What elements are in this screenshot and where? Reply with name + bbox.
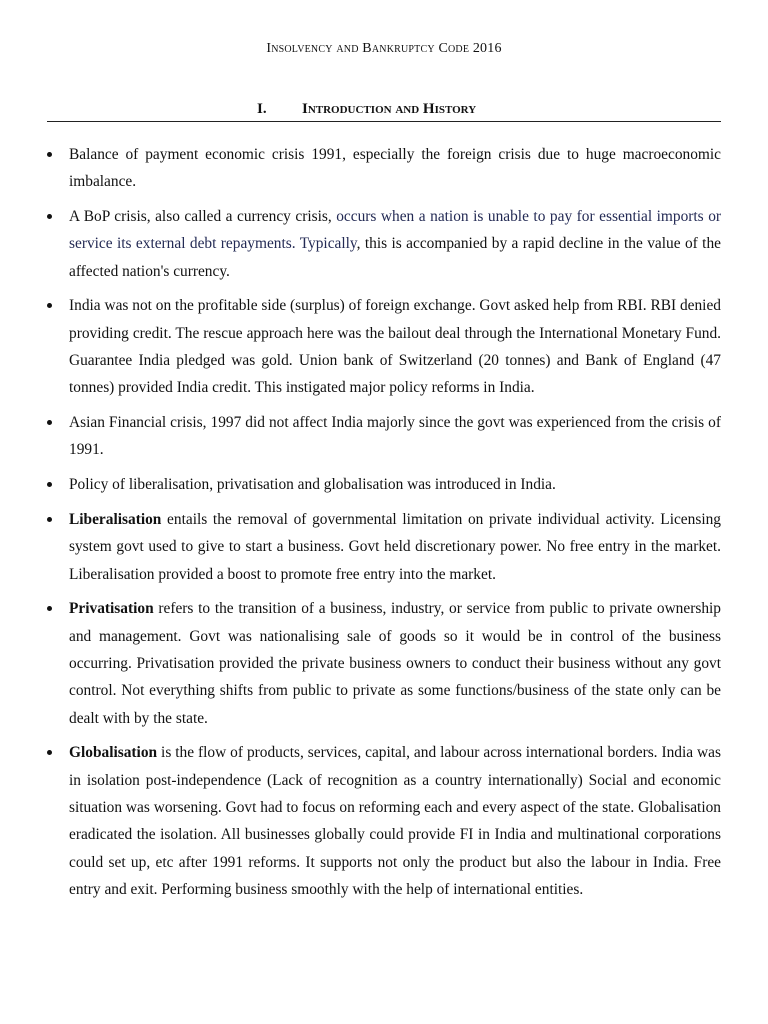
bullet-text: Policy of liberalisation, privatisation and globalisation was introduced in India. <box>69 476 556 494</box>
bullet-icon <box>47 517 52 522</box>
list-item <box>47 141 721 196</box>
bullet-text: A BoP crisis, also called a currency crisis, <box>69 208 337 226</box>
bullet-term: Liberalisation <box>69 511 162 529</box>
bullet-icon <box>47 420 52 425</box>
bullet-icon <box>47 606 52 611</box>
bullet-term: Privatisation <box>69 600 154 618</box>
bullet-text: refers to the transition of a business, industry, or service from public to private ownership and management. Govt was nationalising sale of goods so it would be in control of the business occurring. Privatisation provided the private business owners to conduct their business without any govt control. Not everything shifts from public to private as some functions/business of the state only can be dealt with by the state. <box>69 600 721 727</box>
bullet-text: entails the removal of governmental limitation on private individual activity. Licensing system govt used to give to start a business. Govt held discretionary power. No free entry in the market. Liberalisation provided a boost to promote free entry into the market. <box>69 511 721 583</box>
bullet-icon <box>47 750 52 755</box>
bullet-text-tail: , this is accompanied by a rapid decline in the value of the affected nation's currency. <box>69 235 721 280</box>
list-item <box>47 292 721 401</box>
list-item <box>47 595 721 731</box>
bullet-icon <box>47 214 52 219</box>
list-item <box>47 739 721 903</box>
section-heading <box>47 101 721 122</box>
list-item <box>47 409 721 464</box>
section-title: Introduction and History <box>302 101 477 117</box>
bullet-text: India was not on the profitable side (surplus) of foreign exchange. Govt asked help from RBI. RBI denied providing credit. The rescue approach here was the bailout deal through the International Monetary Fund. Guarantee India pledged was gold. Union bank of Switzerland (20 tonnes) and Bank of England (47 tonnes) provided India credit. This instigated major policy reforms in India. <box>69 297 721 397</box>
bullet-text: Balance of payment economic crisis 1991, especially the foreign crisis due to huge macroeconomic imbalance. <box>69 146 721 191</box>
bullet-icon <box>47 303 52 308</box>
bullet-term: Globalisation <box>69 744 158 762</box>
list-item <box>47 203 721 285</box>
bullet-icon <box>47 152 52 157</box>
bullet-icon <box>47 482 52 487</box>
list-item <box>47 506 721 588</box>
bullet-text: Asian Financial crisis, 1997 did not affect India majorly since the govt was experienced from the crisis of 1991. <box>69 414 721 459</box>
list-item <box>47 471 721 498</box>
document-title: Insolvency and Bankruptcy Code 2016 <box>266 41 502 56</box>
bullet-text: is the flow of products, services, capital, and labour across international borders. India was in isolation post-independence (Lack of recognition as a country internationally) Social and economic situation was worsening. Govt had to focus on reforming each and every aspect of the state. Globalisation eradicated the isolation. All businesses globally could provide FI in India and multinational corporations could set up, etc after 1991 reforms. It supports not only the product but also the labour in India. Free entry and exit. Performing business smoothly with the help of international entities. <box>69 744 721 898</box>
bullet-text-highlight: occurs when a nation is unable to pay for essential imports or service its external debt repayments. Typically <box>69 208 722 253</box>
bullet-list <box>47 141 721 911</box>
section-number: I. <box>257 101 267 117</box>
